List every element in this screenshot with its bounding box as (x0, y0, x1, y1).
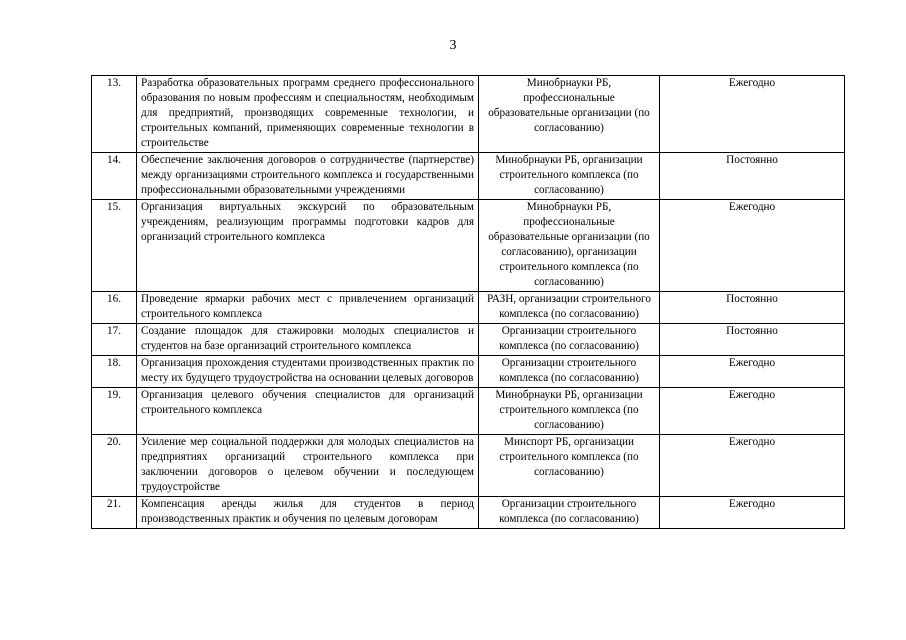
table-row (92, 76, 845, 153)
page-number: 3 (449, 38, 457, 53)
measure-description: Обеспечение заключения договоров о сотрудничестве (партнерстве) между организациями строительного комплекса и государственными профессиональными образовательными учреждениями (137, 153, 479, 200)
measure-term: Постоянно (660, 292, 845, 324)
measure-term: Ежегодно (660, 356, 845, 388)
measure-executors: Организации строительного комплекса (по согласованию) (479, 324, 660, 356)
row-number: 17. (92, 324, 137, 356)
measure-executors: Минобрнауки РБ, организации строительного комплекса (по согласованию) (479, 388, 660, 435)
measure-description: Усиление мер социальной поддержки для молодых специалистов на предприятиях организаций строительного комплекса при заключении договоров о целевом обучении и последующем трудоустройстве (137, 435, 479, 497)
row-number: 15. (92, 200, 137, 292)
table-row (92, 497, 845, 529)
table-row (92, 292, 845, 324)
measure-term: Постоянно (660, 324, 845, 356)
row-number: 19. (92, 388, 137, 435)
table-row (92, 356, 845, 388)
measure-description: Организация виртуальных экскурсий по образовательным учреждениям, реализующим программы подготовки кадров для организаций строительного комплекса (137, 200, 479, 292)
measure-term: Ежегодно (660, 435, 845, 497)
measure-executors: Организации строительного комплекса (по согласованию) (479, 356, 660, 388)
measure-description: Проведение ярмарки рабочих мест с привлечением организаций строительного комплекса (137, 292, 479, 324)
table-row (92, 324, 845, 356)
row-number: 13. (92, 76, 137, 153)
measure-executors: Организации строительного комплекса (по согласованию) (479, 497, 660, 529)
measure-executors: Минобрнауки РБ, организации строительного комплекса (по согласованию) (479, 153, 660, 200)
measure-executors: Минспорт РБ, организации строительного комплекса (по согласованию) (479, 435, 660, 497)
measure-description: Разработка образовательных программ среднего профессионального образования по новым профессиям и специальностям, необходимым для предприятий, производящих современные технологии, и строительных компаний, применяющих современные технологии в строительстве (137, 76, 479, 153)
table-row (92, 388, 845, 435)
row-number: 18. (92, 356, 137, 388)
measure-executors: Минобрнауки РБ, профессиональные образовательные организации (по согласованию) (479, 76, 660, 153)
measure-description: Организация прохождения студентами производственных практик по месту их будущего трудоустройства на основании целевых договоров (137, 356, 479, 388)
measure-term: Ежегодно (660, 76, 845, 153)
measure-description: Организация целевого обучения специалистов для организаций строительного комплекса (137, 388, 479, 435)
measure-executors: Минобрнауки РБ, профессиональные образовательные организации (по согласованию), организации строительного комплекса (по согласованию) (479, 200, 660, 292)
measures-table (91, 75, 845, 529)
table-row (92, 153, 845, 200)
measure-description: Компенсация аренды жилья для студентов в период производственных практик и обучения по целевым договорам (137, 497, 479, 529)
table-row (92, 200, 845, 292)
measure-description: Создание площадок для стажировки молодых специалистов и студентов на базе организаций строительного комплекса (137, 324, 479, 356)
measure-executors: РАЗН, организации строительного комплекса (по согласованию) (479, 292, 660, 324)
measure-term: Ежегодно (660, 200, 845, 292)
row-number: 21. (92, 497, 137, 529)
row-number: 20. (92, 435, 137, 497)
measure-term: Ежегодно (660, 497, 845, 529)
measure-term: Постоянно (660, 153, 845, 200)
row-number: 16. (92, 292, 137, 324)
table-row (92, 435, 845, 497)
measure-term: Ежегодно (660, 388, 845, 435)
row-number: 14. (92, 153, 137, 200)
